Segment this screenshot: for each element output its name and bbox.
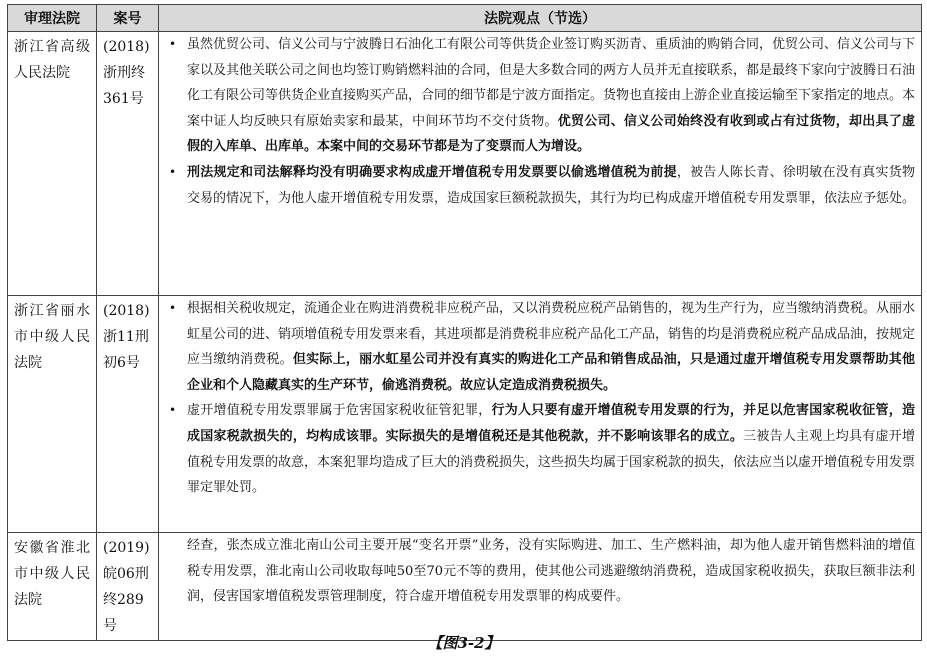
view-item	[165, 398, 915, 500]
case-number-cell: (2018)浙刑终361号	[97, 32, 159, 296]
bullet-icon: •	[169, 403, 177, 418]
bullet-icon: •	[169, 301, 177, 315]
view-emphasis: 刑法规定和司法解释均没有明确要求构成虚开增值税专用发票要以偷逃增值税为前提	[187, 164, 677, 180]
court-name-cell: 浙江省高级人民法院	[8, 32, 97, 296]
view-text: 三被告人主观上均具有虚开增值税专用发票的故意，本案犯罪均造成了巨大的消费税损失，这些损失均属于国家税款的损失，依法应当以虚开增值税专用发票罪定罪处罚。	[187, 428, 916, 496]
table-row	[8, 533, 922, 641]
view-item	[165, 32, 915, 160]
view-text: 根据相关税收规定，流通企业在购进消费税非应税产品，又以消费税应税产品销售的，视为生产行为，应当缴纳消费税。从丽水虹星公司的进、销项增值税专用发票来看，其进项都是消费税非应税产品化工产品，销售的均是消费税应税产品成品油，按规定应当缴纳消费税。	[187, 301, 916, 368]
court-views-cell	[159, 533, 922, 641]
table-row	[8, 296, 922, 533]
table-row	[8, 32, 922, 296]
header-case-number: 案号	[97, 5, 159, 32]
view-text: 虚开增值税专用发票罪属于危害国家税收征管犯罪，	[187, 403, 492, 419]
case-number-cell: (2018)浙11刑初6号	[97, 296, 159, 533]
court-views-cell	[159, 296, 922, 533]
bullet-icon: •	[169, 37, 177, 51]
view-text: 经查，张杰成立淮北南山公司主要开展“变名开票”业务，没有实际购进、加工、生产燃料油，却为他人虚开销售燃料油的增值税专用发票，淮北南山公司收取每吨50至70元不等的费用，使其他公司逃避缴纳消费税，造成国家税收损失，获取巨额非法利润，侵害国家增值税发票管理制度，符合虚开增值税专用发票罪的构成要件。	[187, 538, 915, 605]
view-text: 虽然优贸公司、信义公司与宁波腾日石油化工有限公司等供货企业签订购买沥青、重质油的购销合同，优贸公司、信义公司与下家以及其他关联公司之间也均签订购销燃料油的合同，但是大多数合同的两方人员并无直接联系，都是最终下家向宁波腾日石油化工有限公司等供货企业直接购买产品，合同的细节都是宁波方面指定。货物也直接由上游企业直接运输至下家指定的地点。本案中证人均反映只有原始卖家和最某，中间环节均不交付货物。	[187, 37, 916, 129]
view-item	[165, 160, 915, 211]
view-emphasis: 行为人只要有虚开增值税专用发票的行为，并足以危害国家税收征管，造成国家税款损失的，均构成该罪。实际损失的是增值税还是其他税款，并不影响该罪名的成立。	[187, 403, 915, 444]
header-court: 审理法院	[8, 5, 97, 32]
bullet-icon: •	[169, 164, 177, 179]
case-table	[7, 4, 922, 641]
court-name-cell: 浙江省丽水市中级人民法院	[8, 296, 97, 533]
view-item	[165, 296, 915, 398]
view-emphasis: 优贸公司、信义公司始终没有收到或占有过货物，却出具了虚假的入库单、出库单。本案中间的交易环节都是为了变票而人为增设。	[187, 113, 915, 155]
view-text: ，被告人陈长青、徐明敏在没有真实货物交易的情况下，为他人虚开增值税专用发票，造成国家巨额税款损失，其行为均已构成虚开增值税专用发票罪，依法应予惩处。	[187, 164, 916, 206]
court-name-cell: 安徽省淮北市中级人民法院	[8, 533, 97, 641]
table-header-row	[8, 5, 922, 32]
court-views-cell	[159, 32, 922, 296]
case-number-cell: (2019)皖06刑终289号	[97, 533, 159, 641]
header-court-views: 法院观点（节选）	[159, 5, 922, 32]
view-emphasis: 但实际上，丽水虹星公司并没有真实的购进化工产品和销售成品油，只是通过虚开增值税专用发票帮助其他企业和个人隐藏真实的生产环节，偷逃消费税。故应认定造成消费税损失。	[187, 352, 915, 393]
figure-caption: 【图3-2】	[427, 634, 500, 652]
